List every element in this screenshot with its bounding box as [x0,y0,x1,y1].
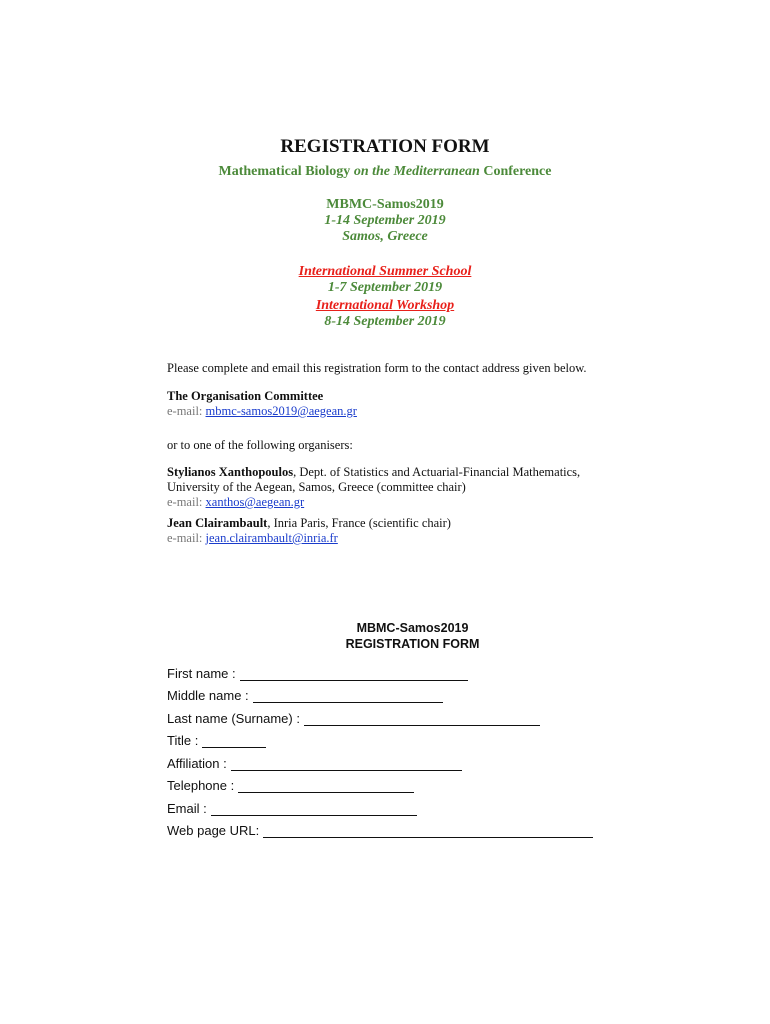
organiser-1-name: Stylianos Xanthopoulos [167,465,294,479]
email-field-label: Email : [167,801,207,816]
instructions-text: Please complete and email this registration form to the contact address given below. [167,361,587,375]
conference-dates: 1-14 September 2019 [324,213,446,228]
telephone-input-line[interactable] [238,779,414,793]
subtitle-part-1: Mathematical Biology [218,164,354,179]
subtitle-part-3: Conference [479,164,552,179]
conference-code: MBMC-Samos2019 [326,197,444,212]
first-name-label: First name : [167,666,236,681]
committee-email-link[interactable]: mbmc-samos2019@aegean.gr [205,404,357,418]
organiser-1-affiliation-line2: University of the Aegean, Samos, Greece (committee chair) [167,480,466,494]
form-heading-title: REGISTRATION FORM [345,637,480,651]
email-label: e-mail: [167,404,206,418]
title-input-line[interactable] [202,734,266,748]
form-heading-code: MBMC-Samos2019 [356,621,469,635]
middle-name-label: Middle name : [167,688,249,703]
page-title: REGISTRATION FORM [280,136,490,157]
organiser-2-name: Jean Clairambault [167,516,268,530]
web-page-url-field[interactable] [167,823,593,838]
or-text: or to one of the following organisers: [167,438,353,452]
web-page-url-input-line[interactable] [263,824,593,838]
affiliation-field[interactable] [167,756,462,771]
middle-name-field[interactable] [167,688,443,703]
last-name-field[interactable] [167,711,540,726]
subtitle-part-2: on the Mediterranean [353,164,480,179]
workshop-link[interactable]: International Workshop [315,298,455,313]
events-info [0,262,770,330]
affiliation-label: Affiliation : [167,756,227,771]
organiser-1 [167,465,580,510]
conference-location: Samos, Greece [342,229,428,244]
organiser-2-email-link[interactable]: jean.clairambault@inria.fr [205,531,338,545]
email-label: e-mail: [167,495,206,509]
telephone-label: Telephone : [167,778,235,793]
conference-info [0,197,770,245]
middle-name-input-line[interactable] [253,689,443,703]
email-field[interactable] [167,801,417,816]
last-name-input-line[interactable] [304,712,540,726]
committee-block [167,389,357,419]
first-name-input-line[interactable] [240,667,468,681]
affiliation-input-line[interactable] [231,757,462,771]
organiser-2 [167,516,451,546]
organiser-1-affiliation: , Dept. of Statistics and Actuarial-Financial Mathematics, [293,465,581,479]
summer-school-link[interactable]: International Summer School [298,264,472,279]
email-label: e-mail: [167,531,206,545]
email-input-line[interactable] [211,802,417,816]
committee-name: The Organisation Committee [167,389,324,403]
summer-school-dates: 1-7 September 2019 [327,280,443,295]
organiser-2-affiliation: , Inria Paris, France (scientific chair) [267,516,451,530]
last-name-label: Last name (Surname) : [167,711,300,726]
web-page-url-label: Web page URL: [167,823,260,838]
workshop-dates: 8-14 September 2019 [324,314,446,329]
title-field[interactable] [167,733,266,748]
title-label: Title : [167,733,199,748]
telephone-field[interactable] [167,778,414,793]
first-name-field[interactable] [167,666,468,681]
organiser-1-email-link[interactable]: xanthos@aegean.gr [205,495,305,509]
conference-subtitle [0,164,770,180]
